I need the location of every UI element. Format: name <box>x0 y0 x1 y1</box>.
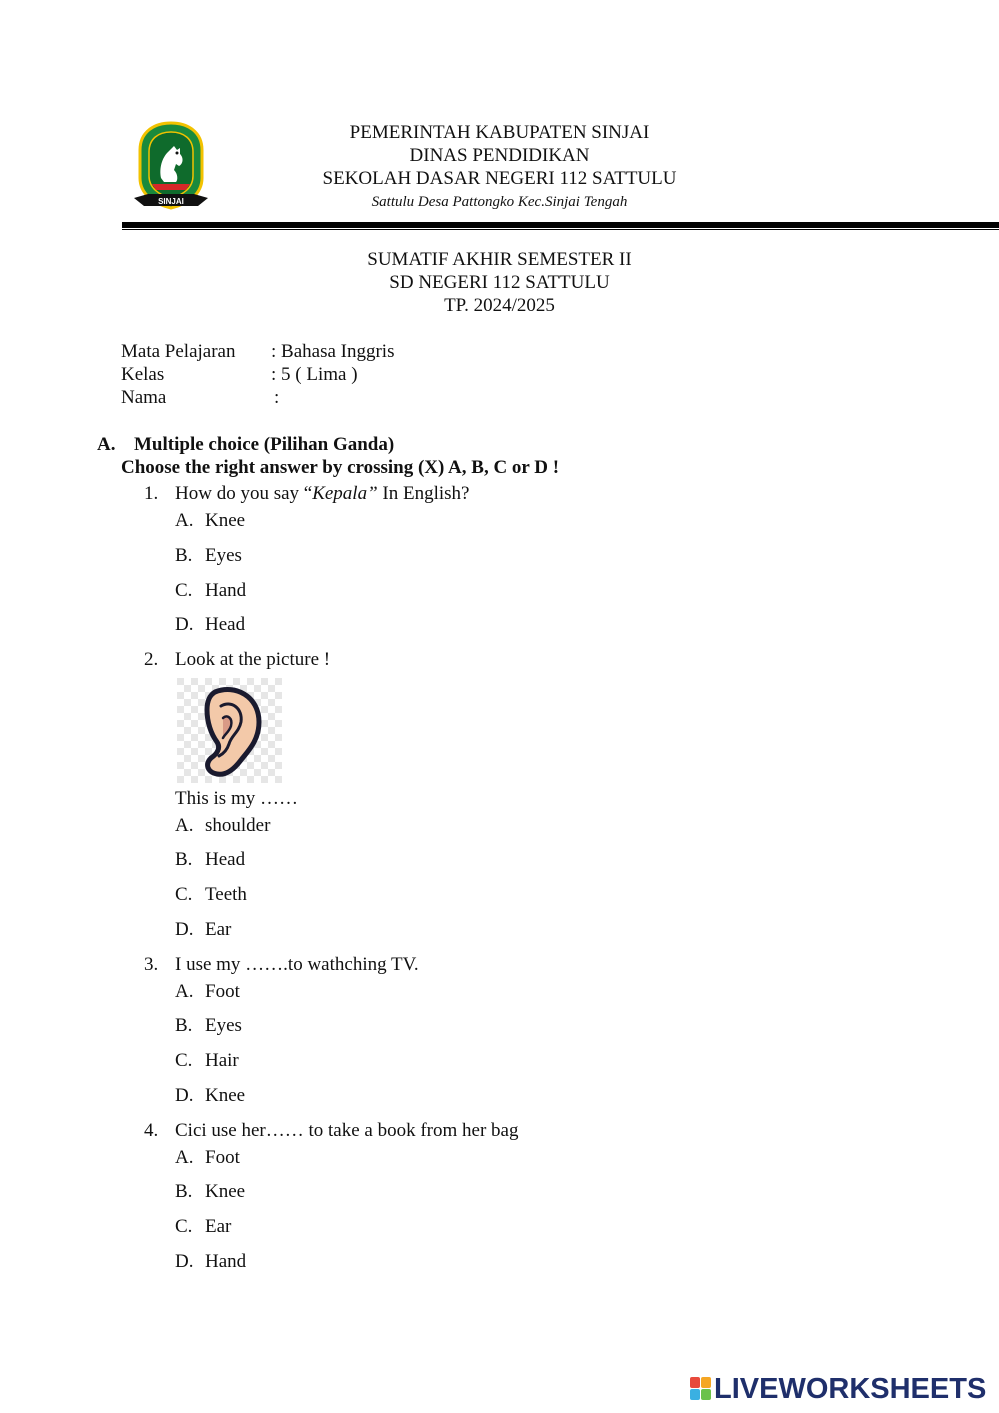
q3-option-letter[interactable]: D. <box>175 1085 194 1106</box>
q2-option-letter[interactable]: C. <box>175 884 193 905</box>
question-3-number: 3. <box>144 954 159 975</box>
q3-option-letter[interactable]: A. <box>175 981 194 1002</box>
exam-school: SD NEGERI 112 SATTULU <box>389 272 610 293</box>
name-value: : <box>274 387 280 408</box>
q2-option-text[interactable]: Head <box>205 849 246 870</box>
question-1-text-after: In English? <box>377 483 470 504</box>
q1-option-text[interactable]: Hand <box>205 580 247 601</box>
question-4-text: Cici use her…… to take a book from her bag <box>175 1120 519 1141</box>
q1-option-letter[interactable]: A. <box>175 510 194 531</box>
section-instruction: Choose the right answer by crossing (X) A, B, C or D ! <box>121 457 560 478</box>
question-3-text: I use my …….to wathching TV. <box>175 954 419 975</box>
letterhead-address: Sattulu Desa Pattongko Kec.Sinjai Tengah <box>371 194 628 210</box>
q3-option-text[interactable]: Knee <box>205 1085 246 1106</box>
letterhead-line-3: SEKOLAH DASAR NEGERI 112 SATTULU <box>322 168 677 189</box>
q4-option-letter[interactable]: D. <box>175 1251 194 1272</box>
q4-option-text[interactable]: Ear <box>205 1216 232 1237</box>
letterhead-rule-thin <box>122 229 999 230</box>
q2-option-text[interactable]: Ear <box>205 919 232 940</box>
q3-option-text[interactable]: Eyes <box>205 1015 242 1036</box>
q3-option-text[interactable]: Hair <box>205 1050 239 1071</box>
q1-option-text[interactable]: Head <box>205 614 246 635</box>
logo-banner-text: SINJAI <box>158 197 184 206</box>
q1-option-letter[interactable]: D. <box>175 614 194 635</box>
liveworksheets-watermark <box>690 1372 986 1406</box>
q4-option-text[interactable]: Knee <box>205 1181 246 1202</box>
q2-option-letter[interactable]: B. <box>175 849 193 870</box>
section-letter: A. <box>97 434 116 455</box>
class-label: Kelas <box>121 364 165 385</box>
question-4-number: 4. <box>144 1120 159 1141</box>
letterhead-line-2: DINAS PENDIDIKAN <box>409 145 590 166</box>
question-1-text <box>175 483 469 505</box>
q3-option-text[interactable]: Foot <box>205 981 240 1002</box>
q4-option-letter[interactable]: A. <box>175 1147 194 1168</box>
letterhead-rule <box>122 222 999 228</box>
liveworksheets-logo-icon <box>690 1377 712 1401</box>
class-value: : 5 ( Lima ) <box>271 364 358 385</box>
q4-option-letter[interactable]: B. <box>175 1181 193 1202</box>
question-2-prompt: This is my …… <box>175 788 298 809</box>
subject-label: Mata Pelajaran <box>121 341 236 362</box>
q2-option-letter[interactable]: D. <box>175 919 194 940</box>
q1-option-text[interactable]: Knee <box>205 510 246 531</box>
q4-option-text[interactable]: Foot <box>205 1147 240 1168</box>
q1-option-letter[interactable]: C. <box>175 580 193 601</box>
liveworksheets-text: LIVEWORKSHEETS <box>714 1372 987 1405</box>
letterhead-line-1: PEMERINTAH KABUPATEN SINJAI <box>349 122 650 143</box>
q1-option-letter[interactable]: B. <box>175 545 193 566</box>
q1-option-text[interactable]: Eyes <box>205 545 242 566</box>
q2-option-letter[interactable]: A. <box>175 815 194 836</box>
question-2-text: Look at the picture ! <box>175 649 331 670</box>
q3-option-letter[interactable]: B. <box>175 1015 193 1036</box>
name-label: Nama <box>121 387 167 408</box>
ear-picture <box>177 678 282 783</box>
q2-option-text[interactable]: shoulder <box>205 815 271 836</box>
exam-year: TP. 2024/2025 <box>444 295 555 316</box>
question-2-number: 2. <box>144 649 159 670</box>
q3-option-letter[interactable]: C. <box>175 1050 193 1071</box>
q2-option-text[interactable]: Teeth <box>205 884 247 905</box>
q4-option-letter[interactable]: C. <box>175 1216 193 1237</box>
question-1-text-italic: Kepala” <box>312 483 378 504</box>
q4-option-text[interactable]: Hand <box>205 1251 247 1272</box>
subject-value: : Bahasa Inggris <box>271 341 395 362</box>
section-title: Multiple choice (Pilihan Ganda) <box>134 434 395 455</box>
exam-title: SUMATIF AKHIR SEMESTER II <box>367 249 632 270</box>
question-1-number: 1. <box>144 483 159 504</box>
question-1-text-before: How do you say “ <box>175 483 313 504</box>
